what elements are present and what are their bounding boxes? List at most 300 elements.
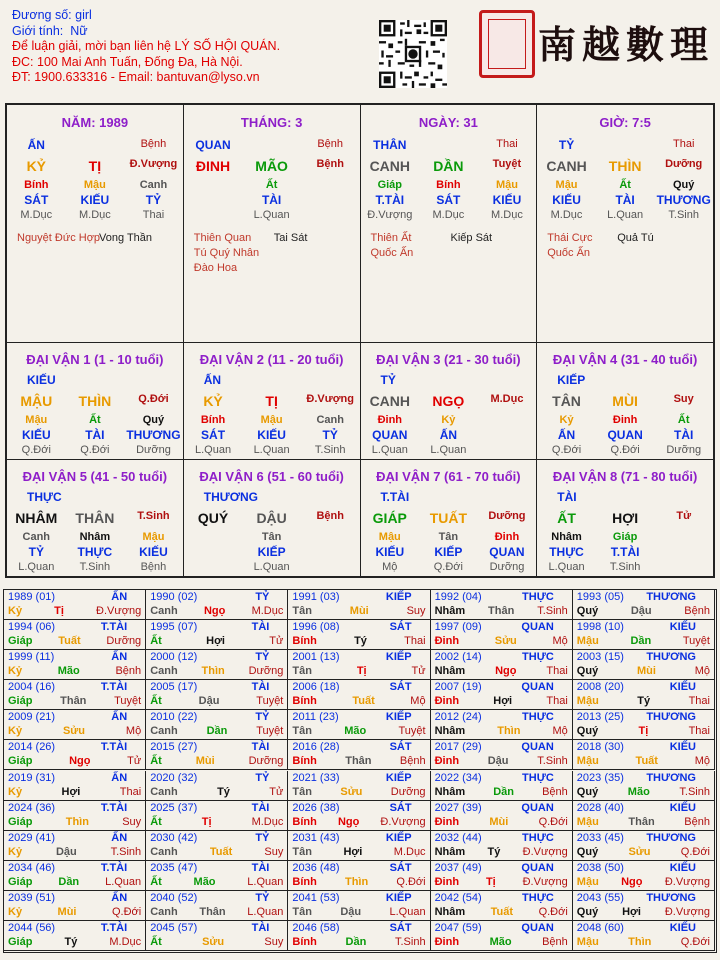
- hidden-god: TỶ: [28, 545, 44, 559]
- year-phase: Tử: [269, 785, 284, 798]
- year-cell: [431, 590, 573, 620]
- year-label: 2044 (56): [8, 921, 56, 934]
- stem-phase: Thai: [672, 138, 695, 150]
- year-god: QUAN: [521, 861, 554, 874]
- heavenly-stem: NHÂM: [15, 510, 58, 526]
- year-pillar-row: [435, 876, 568, 889]
- hidden-stem: Bính: [436, 179, 461, 191]
- owner-name: Đương số: girl: [12, 8, 92, 22]
- year-god: TÀI: [251, 861, 270, 874]
- hidden-stem: Quý: [142, 414, 165, 426]
- year-pillar-row: [150, 936, 283, 949]
- year-branch: Mùi: [195, 755, 215, 768]
- year-stem: Bính: [292, 695, 317, 708]
- year-stem: Tân: [292, 725, 312, 738]
- hidden-stem: Nhâm: [551, 531, 582, 543]
- dai-van-title: ĐẠI VẬN 3 (21 - 30 tuổi): [376, 352, 521, 367]
- dai-van-title: ĐẠI VẬN 5 (41 - 50 tuổi): [22, 469, 168, 484]
- year-god: KIẾU: [669, 921, 696, 934]
- year-phase: Q.Đới: [538, 815, 568, 828]
- year-cell: [4, 740, 146, 770]
- special-stars-right: [451, 231, 493, 246]
- year-phase: Mộ: [125, 725, 142, 738]
- year-pillar-row: [150, 725, 283, 738]
- heavenly-stem: CANH: [369, 393, 411, 409]
- year-phase: Tuyệt: [256, 725, 284, 738]
- year-cell: [146, 740, 288, 770]
- hidden-stem: [301, 531, 360, 543]
- year-label: 2021 (33): [292, 771, 340, 784]
- earthly-branch: MÃO: [255, 158, 288, 174]
- hidden-god: KIẾU: [257, 428, 286, 442]
- year-pillar-row: [577, 695, 710, 708]
- stem-phase: Bệnh: [317, 138, 344, 150]
- hidden-stems-row: [537, 179, 713, 191]
- year-cell: [431, 740, 573, 770]
- year-stem: Canh: [150, 605, 178, 617]
- year-label: 2000 (12): [150, 651, 198, 664]
- year-label: 2015 (27): [150, 741, 198, 754]
- year-label: 2037 (49): [434, 861, 482, 874]
- year-phase: Bệnh: [542, 935, 568, 948]
- year-pillar-row: [435, 906, 568, 919]
- year-pillar-row: [8, 725, 141, 738]
- dai-van-title: ĐẠI VẬN 7 (61 - 70 tuổi): [376, 469, 521, 484]
- hidden-stem: Mậu: [142, 531, 165, 543]
- year-label: 2005 (17): [150, 681, 198, 694]
- year-cell: [288, 921, 430, 951]
- year-label: 2032 (44): [434, 831, 482, 844]
- year-pillar-row: [150, 906, 283, 919]
- year-label: 2031 (43): [292, 831, 340, 844]
- dai-van-title: ĐẠI VẬN 8 (71 - 80 tuổi): [552, 469, 698, 484]
- year-cell: [573, 710, 715, 740]
- special-stars-left: [194, 231, 259, 276]
- dai-van-cell: [6, 342, 184, 460]
- year-pillar-row: [8, 906, 141, 919]
- year-phase: L.Quan: [105, 875, 142, 888]
- hidden-god: [478, 428, 537, 442]
- year-god: TÀI: [251, 621, 270, 634]
- earthly-branch: TỊ: [88, 158, 102, 174]
- year-pillar-row: [577, 786, 710, 799]
- branch-phase: Suy: [673, 393, 694, 405]
- year-phase: Thai: [404, 635, 426, 648]
- year-stem: Đinh: [434, 935, 460, 948]
- dai-van-cell: [6, 459, 184, 577]
- year-branch: Hợi: [61, 785, 81, 798]
- dai-van-cell: [183, 342, 361, 460]
- earthly-branch: NGỌ: [432, 393, 465, 409]
- dai-van-cell: [360, 342, 538, 460]
- year-phase: Dưỡng: [248, 665, 284, 678]
- hidden-states-row: [361, 209, 537, 221]
- hidden-state: Dưỡng: [136, 444, 171, 456]
- year-stem: Mậu: [576, 815, 599, 828]
- year-pillar-row: [8, 936, 141, 949]
- year-stem: Tân: [292, 845, 312, 858]
- year-pillar-row: [150, 695, 283, 708]
- year-pillar-row: [435, 936, 568, 949]
- hidden-god: SÁT: [24, 193, 49, 207]
- year-branch: Mão: [57, 665, 80, 678]
- hidden-stem: Ất: [619, 179, 631, 191]
- gender: Giới tính: Nữ: [12, 23, 88, 38]
- year-god: THƯƠNG: [646, 831, 696, 844]
- hidden-god: [184, 545, 243, 559]
- year-branch: Thìn: [201, 665, 225, 678]
- year-god: THỰC: [522, 711, 554, 724]
- dai-van-god: ẤN: [203, 373, 222, 387]
- year-branch: Thân: [345, 755, 372, 768]
- hidden-god: THỰC: [77, 545, 113, 559]
- hidden-gods-row: [7, 428, 183, 442]
- year-branch: Sửu: [628, 845, 651, 858]
- year-label: 2011 (23): [292, 711, 339, 724]
- year-branch: Sửu: [202, 935, 225, 948]
- year-cell: [4, 620, 146, 650]
- hidden-god: QUAN: [372, 428, 408, 442]
- year-label: 2048 (60): [576, 921, 624, 934]
- ten-god-row: [537, 138, 713, 152]
- year-cell: [431, 710, 573, 740]
- year-phase: T.Sinh: [395, 935, 426, 948]
- hidden-stem: Đinh: [494, 531, 520, 543]
- year-label: 2034 (46): [8, 861, 56, 874]
- pillar-title: GIỜ: 7:5: [599, 115, 651, 130]
- year-phase: Tử: [127, 755, 142, 768]
- year-pillar-row: [150, 635, 283, 648]
- earthly-branch: THÌN: [78, 393, 112, 409]
- year-stem: Nhâm: [434, 605, 466, 617]
- year-stem: Bính: [292, 635, 317, 648]
- hidden-gods-row: [361, 428, 537, 442]
- year-phase: Tuyệt: [682, 635, 710, 648]
- year-pillar-row: [292, 605, 425, 618]
- earthly-branch: DẬU: [256, 510, 287, 526]
- year-branch: Thìn: [628, 935, 652, 948]
- heavenly-stem: KỶ: [203, 393, 223, 409]
- year-stem: Canh: [150, 665, 178, 678]
- stem-god: THÂN: [373, 138, 407, 152]
- spacer: [419, 138, 478, 152]
- special-stars-left: [547, 231, 592, 261]
- hidden-states-row: [184, 209, 360, 221]
- year-god: T.TÀI: [100, 861, 128, 874]
- pillar-cell: [360, 104, 538, 343]
- hidden-stem: Mậu: [495, 179, 518, 191]
- year-god: KIẾP: [385, 891, 412, 904]
- year-label: 1995 (07): [150, 621, 198, 634]
- year-phase: Q.Đới: [396, 875, 426, 888]
- year-pillar-row: [292, 635, 425, 648]
- year-branch: Mão: [193, 875, 216, 888]
- year-phase: Đ.Vượng: [380, 815, 426, 828]
- year-pillar-row: [435, 786, 568, 799]
- stem-god: TỶ: [558, 138, 575, 152]
- year-label: 1990 (02): [150, 591, 198, 603]
- dai-van-title: ĐẠI VẬN 2 (11 - 20 tuổi): [199, 352, 344, 367]
- year-stem: Ất: [150, 815, 162, 828]
- seal-stamp-icon: [479, 10, 535, 78]
- hidden-god: TÀI: [85, 428, 105, 442]
- dai-van-god: TÀI: [557, 490, 577, 504]
- dai-van-god: KIẾP: [557, 373, 586, 387]
- year-stem: Mậu: [576, 695, 599, 708]
- star: Thái Cực: [547, 232, 593, 244]
- year-phase: M.Dục: [251, 815, 284, 828]
- hidden-stems-row: [537, 414, 713, 426]
- heavenly-stem: ĐINH: [195, 158, 231, 174]
- star: Tai Sát: [273, 232, 308, 244]
- year-stem: Canh: [150, 725, 178, 738]
- year-god: TÀI: [251, 741, 270, 754]
- year-pillar-row: [8, 876, 141, 889]
- year-cell: [573, 891, 715, 921]
- year-pillar-row: [292, 876, 425, 889]
- hidden-stem: Ất: [265, 179, 278, 191]
- year-stem: Giáp: [8, 875, 33, 888]
- year-cell: [288, 891, 430, 921]
- year-cell: [288, 650, 430, 680]
- year-stem: Canh: [150, 905, 178, 918]
- year-cell: [146, 831, 288, 861]
- earthly-branch: MÙI: [612, 393, 638, 409]
- hidden-god: TỶ: [322, 428, 338, 442]
- year-stem: Nhâm: [434, 845, 466, 858]
- year-phase: T.Sinh: [110, 845, 142, 858]
- year-stem: Đinh: [434, 815, 460, 828]
- year-cell: [4, 921, 146, 951]
- hidden-gods-row: [7, 545, 183, 559]
- hidden-states-row: [537, 209, 713, 221]
- year-stem: Nhâm: [434, 905, 466, 918]
- hidden-state: M.Dục: [491, 209, 523, 221]
- year-branch: Tị: [638, 725, 649, 738]
- year-branch: Thân: [199, 905, 226, 918]
- year-label: 2042 (54): [434, 891, 482, 904]
- hidden-states-row: [7, 561, 183, 573]
- year-stem: Kỷ: [8, 725, 23, 738]
- qr-code-icon: [379, 20, 447, 88]
- hidden-state: Q.Đới: [610, 444, 640, 456]
- year-cell: [288, 620, 430, 650]
- year-god: T.TÀI: [100, 741, 128, 754]
- hidden-god: SÁT: [436, 193, 461, 207]
- hidden-state: Dưỡng: [489, 561, 525, 573]
- year-god: QUAN: [521, 681, 554, 694]
- earthly-branch: TUẤT: [429, 510, 468, 526]
- year-phase: Bệnh: [542, 785, 568, 798]
- hidden-god: ẤN: [557, 428, 576, 442]
- year-stem: Canh: [150, 845, 178, 858]
- year-pillar-row: [577, 846, 710, 859]
- hidden-stem: [301, 179, 360, 191]
- year-branch: Tị: [54, 605, 64, 617]
- year-cell: [431, 620, 573, 650]
- year-pillar-row: [292, 786, 425, 799]
- year-pillar-row: [577, 665, 710, 678]
- year-pillar-row: [577, 635, 710, 648]
- hidden-god: [184, 193, 243, 207]
- year-phase: Đ.Vượng: [664, 875, 710, 888]
- dai-van-cell: [360, 459, 538, 577]
- hidden-god: TÀI: [615, 193, 635, 207]
- year-god: TỶ: [255, 831, 270, 844]
- year-cell: [431, 771, 573, 801]
- year-branch: Mão: [344, 725, 367, 738]
- pillar-title: THÁNG: 3: [240, 115, 303, 130]
- year-branch: Hợi: [206, 635, 225, 648]
- hidden-state: Đ.Vượng: [367, 209, 413, 221]
- hidden-gods-row: [537, 545, 713, 559]
- year-stem: Đinh: [434, 875, 460, 888]
- hidden-stem: [478, 414, 537, 426]
- year-label: 1992 (04): [434, 591, 482, 603]
- year-god: KIẾU: [669, 861, 696, 874]
- year-stem: Mậu: [576, 935, 599, 948]
- year-god: ẤN: [111, 651, 128, 664]
- year-stem: Giáp: [8, 695, 33, 708]
- year-pillar-row: [8, 605, 141, 618]
- logo: 南越數理: [538, 22, 715, 67]
- year-god: THỰC: [522, 831, 554, 844]
- year-god: T.TÀI: [100, 621, 128, 634]
- hidden-god: THƯƠNG: [656, 193, 711, 207]
- hidden-state: Thai: [142, 209, 165, 221]
- year-god: TỶ: [255, 651, 270, 664]
- star: Đào Hoa: [193, 262, 238, 274]
- year-cell: [4, 590, 146, 620]
- year-god: ẤN: [111, 771, 128, 784]
- year-cell: [431, 861, 573, 891]
- year-label: 2004 (16): [8, 681, 56, 694]
- year-pillar-row: [435, 816, 568, 829]
- spacer: [66, 138, 125, 152]
- year-label: 2026 (38): [292, 801, 340, 814]
- year-label: 2039 (51): [8, 891, 56, 904]
- dai-van-god: THỰC: [27, 490, 62, 504]
- year-pillar-row: [435, 665, 568, 678]
- stem-branch-row: [537, 393, 713, 409]
- year-cell: [4, 861, 146, 891]
- year-label: 1997 (09): [434, 621, 482, 634]
- year-stem: Giáp: [8, 635, 33, 648]
- year-stem: Giáp: [8, 935, 33, 948]
- year-label: 1993 (05): [576, 591, 624, 603]
- hidden-stem: Mậu: [378, 531, 401, 543]
- year-cell: [573, 590, 715, 620]
- year-label: 2006 (18): [292, 681, 340, 694]
- hidden-god: TỶ: [145, 193, 162, 207]
- year-cell: [431, 891, 573, 921]
- hidden-stem: Quý: [672, 179, 695, 191]
- year-god: QUAN: [521, 621, 554, 634]
- year-phase: Q.Đới: [538, 905, 568, 918]
- year-phase: Tử: [269, 635, 284, 648]
- hidden-stem: Ất: [677, 414, 690, 426]
- hidden-state: L.Quan: [253, 209, 290, 221]
- year-pillar-row: [8, 665, 141, 678]
- phone-email-line: ĐT: 1900.633316 - Email: bantuvan@lyso.vn: [12, 70, 260, 84]
- year-god: KIẾP: [385, 831, 412, 844]
- hidden-state: L.Quan: [430, 444, 467, 456]
- year-branch: Tị: [356, 665, 367, 678]
- year-cell: [431, 831, 573, 861]
- star: Quả Tú: [617, 232, 654, 244]
- year-stem: Mậu: [576, 755, 599, 768]
- year-stem: Nhâm: [434, 785, 466, 798]
- hidden-gods-row: [361, 193, 537, 207]
- year-pillar-row: [150, 816, 283, 829]
- year-phase: L.Quan: [247, 875, 284, 888]
- hidden-god: T.TÀI: [375, 193, 405, 207]
- year-branch: Tuất: [58, 635, 81, 648]
- year-label: 2025 (37): [150, 801, 198, 814]
- year-pillar-row: [577, 755, 710, 768]
- special-stars-right: [99, 231, 152, 246]
- ten-god-row: [361, 138, 537, 152]
- stem-branch-row: [7, 510, 183, 526]
- year-branch: Tị: [201, 815, 212, 828]
- hidden-god: QUAN: [607, 428, 643, 442]
- year-god: THỰC: [522, 771, 554, 784]
- year-pillar-row: [292, 906, 425, 919]
- year-pillar-row: [150, 786, 283, 799]
- year-branch: Dậu: [198, 695, 220, 708]
- year-stem: Tân: [292, 605, 312, 617]
- year-label: 2028 (40): [576, 801, 624, 814]
- year-branch: Thân: [628, 815, 655, 828]
- year-phase: Suy: [406, 605, 426, 617]
- year-pillar-row: [150, 665, 283, 678]
- year-branch: Ngọ: [337, 815, 360, 828]
- year-stem: Quý: [576, 905, 599, 918]
- year-label: 1996 (08): [292, 621, 340, 634]
- year-phase: Dưỡng: [106, 635, 142, 648]
- star: Kiếp Sát: [450, 232, 493, 244]
- hidden-stem: Tân: [261, 531, 282, 543]
- year-stem: Giáp: [8, 755, 33, 768]
- branch-phase: Dưỡng: [488, 510, 526, 522]
- year-god: KIẾP: [385, 591, 412, 603]
- hidden-god: [301, 545, 360, 559]
- dai-van-cell: [536, 342, 714, 460]
- year-branch: Tý: [217, 785, 230, 798]
- year-branch: Tuất: [209, 845, 233, 858]
- hidden-stem: [184, 179, 243, 191]
- year-god: ẤN: [111, 891, 128, 904]
- year-phase: Mộ: [552, 725, 568, 738]
- year-stem: Quý: [576, 785, 599, 798]
- year-pillar-row: [577, 876, 710, 889]
- year-god: TÀI: [251, 921, 270, 934]
- year-phase: M.Dục: [109, 935, 142, 948]
- year-god: KIẾU: [669, 621, 696, 634]
- year-branch: Mùi: [57, 905, 77, 918]
- year-cell: [288, 861, 430, 891]
- year-label: 2002 (14): [434, 651, 482, 664]
- hidden-stem: Bính: [200, 414, 226, 426]
- hidden-gods-row: [184, 545, 360, 559]
- hidden-stem: Kỷ: [559, 414, 574, 426]
- hidden-stems-row: [7, 531, 183, 543]
- hidden-stem: Tân: [438, 531, 459, 543]
- hidden-states-row: [361, 444, 537, 456]
- year-stem: Bính: [292, 875, 317, 888]
- stem-branch-row: [7, 393, 183, 409]
- hidden-stem: Giáp: [612, 531, 638, 543]
